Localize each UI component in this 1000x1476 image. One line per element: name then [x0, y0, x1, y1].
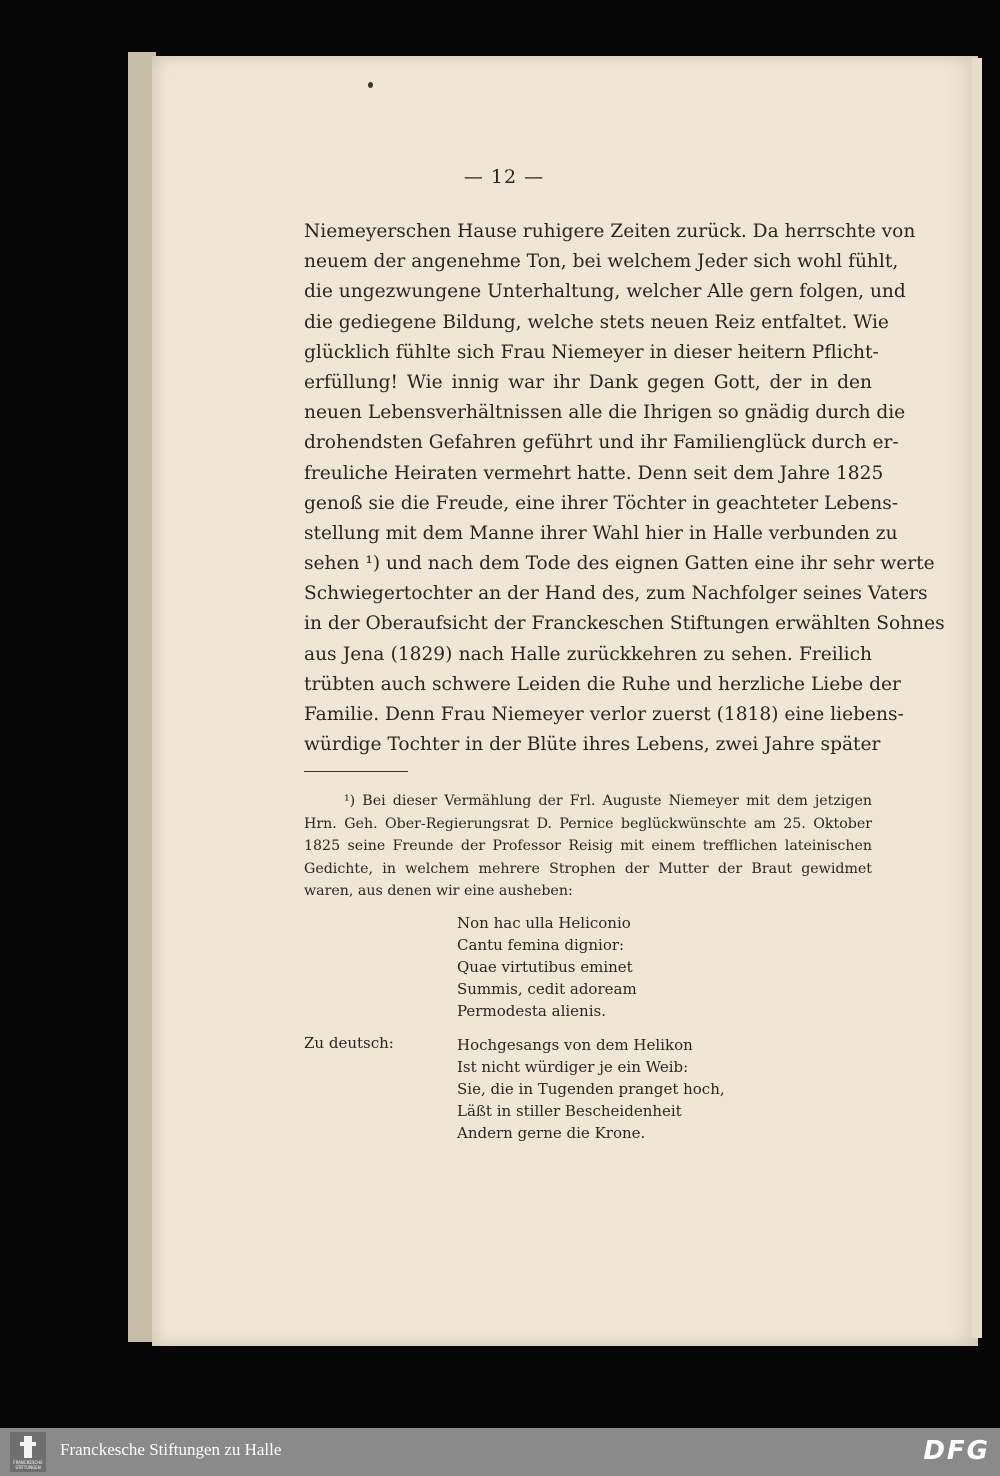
- body-line: Schwiegertochter an der Hand des, zum Nachfolger seines Vaters: [304, 583, 928, 605]
- verse-line: Quae virtutibus eminet: [457, 958, 633, 976]
- body-line: neuem der angenehme Ton, bei welchem Jeder sich wohl fühlt,: [304, 251, 899, 273]
- footnote-line: Hrn. Geh. Ober-Regierungsrat D. Pernice beglückwünschte am 25. Oktober: [304, 815, 872, 832]
- verse-line: Summis, cedit adoream: [457, 980, 637, 998]
- cross-icon: [24, 1436, 32, 1458]
- verse-line: Cantu femina dignior:: [457, 936, 625, 954]
- ink-spot: [368, 82, 373, 88]
- footnote-line: Gedichte, in welchem mehrere Strophen der Mutter der Braut gewidmet: [304, 860, 872, 877]
- body-line: sehen ¹) und nach dem Tode des eignen Gatten eine ihr sehr werte: [304, 553, 935, 575]
- body-line: glücklich fühlte sich Frau Niemeyer in dieser heitern Pflicht-: [304, 341, 879, 363]
- body-line: in der Oberaufsicht der Franckeschen Stiftungen erwählten Sohnes: [304, 613, 945, 635]
- verse-line: Sie, die in Tugenden pranget hoch,: [457, 1080, 725, 1098]
- verse-line: Hochgesangs von dem Helikon: [457, 1036, 693, 1054]
- body-line: aus Jena (1829) nach Halle zurückkehren zu sehen. Freilich: [304, 643, 872, 665]
- body-line: Familie. Denn Frau Niemeyer verlor zuerst (1818) eine liebens-: [304, 704, 904, 725]
- footnote-line: ¹) Bei dieser Vermählung der Frl. Auguste Niemeyer mit dem jetzigen: [344, 793, 872, 809]
- body-line: erfüllung! Wie innig war ihr Dank gegen Gott, der in den: [304, 371, 872, 393]
- dfg-logo[interactable]: DFG: [923, 1436, 990, 1466]
- verse-line: Läßt in stiller Bescheidenheit: [457, 1102, 682, 1120]
- verse-line: Andern gerne die Krone.: [457, 1124, 646, 1142]
- verse-line: Permodesta alienis.: [457, 1002, 606, 1020]
- footer-title[interactable]: Franckesche Stiftungen zu Halle: [60, 1440, 282, 1459]
- francke-logo[interactable]: [10, 1432, 46, 1472]
- body-line: trübten auch schwere Leiden die Ruhe und herzliche Liebe der: [304, 673, 901, 695]
- verse-line: Non hac ulla Heliconio: [457, 914, 631, 932]
- verse-line: Ist nicht würdiger je ein Weib:: [457, 1058, 689, 1076]
- body-line: stellung mit dem Manne ihrer Wahl hier in Halle verbunden zu: [304, 522, 898, 544]
- german-label: Zu deutsch:: [304, 1034, 394, 1052]
- footnote-line: 1825 seine Freunde der Professor Reisig mit einem trefflichen lateinischen: [304, 838, 872, 855]
- body-line: Niemeyerschen Hause ruhigere Zeiten zurück. Da herrschte von: [304, 221, 916, 242]
- footnote-rule: [304, 771, 408, 772]
- body-line: die ungezwungene Unterhaltung, welcher Alle gern folgen, und: [304, 281, 906, 303]
- body-line: die gediegene Bildung, welche stets neuen Reiz entfaltet. Wie: [304, 311, 889, 333]
- page-number: — 12 —: [463, 166, 545, 188]
- body-line: neuen Lebensverhältnissen alle die Ihrigen so gnädig durch die: [304, 402, 906, 424]
- body-line: genoß sie die Freude, eine ihrer Töchter in geachteter Lebens-: [304, 492, 899, 514]
- body-line: freuliche Heiraten vermehrt hatte. Denn seit dem Jahre 1825: [304, 462, 884, 484]
- body-line: würdige Tochter in der Blüte ihres Lebens, zwei Jahre später: [304, 734, 881, 756]
- footnote: [304, 790, 872, 903]
- german-verse: [457, 1034, 725, 1144]
- footnote-line: waren, aus denen wir eine ausheben:: [304, 883, 573, 900]
- latin-verse: [457, 912, 637, 1022]
- body-line: drohendsten Gefahren geführt und ihr Familienglück durch er-: [304, 432, 899, 454]
- page-right-edge: [972, 58, 982, 1338]
- logo-text: FRANCKESCHE STIFTUNGEN: [13, 1460, 43, 1470]
- body-text: [304, 217, 945, 760]
